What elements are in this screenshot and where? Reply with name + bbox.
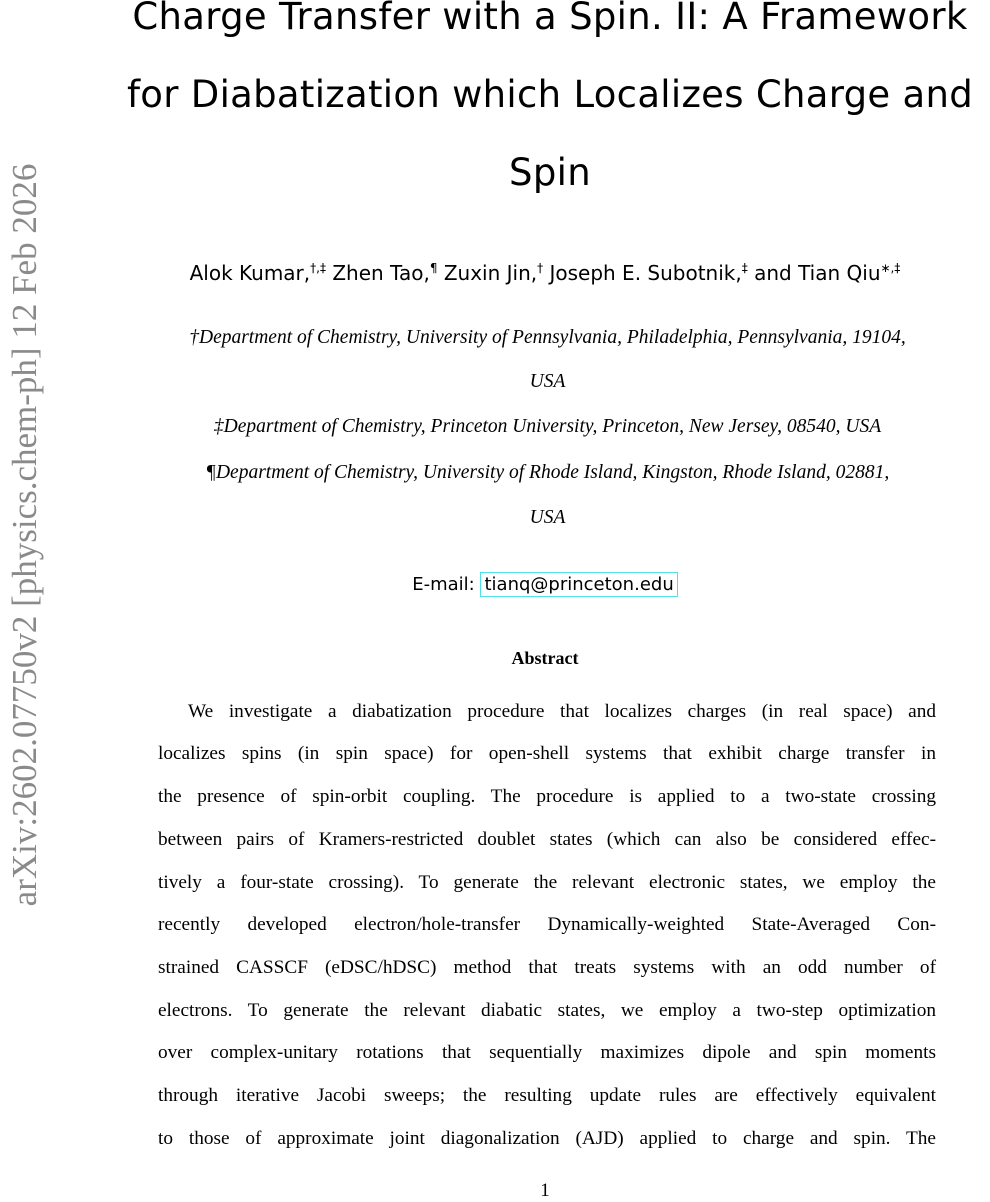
- author-affiliation-marks: ∗,‡: [880, 261, 901, 275]
- paper-title-line-3: Spin: [509, 151, 591, 194]
- paper-title-line-2: for Diabatization which Localizes Charge and: [126, 73, 974, 116]
- author-list: [100, 255, 990, 286]
- affiliation-line: ¶Department of Chemistry, University of Rhode Island, Kingston, Rhode Island, 02881,: [205, 462, 890, 483]
- author-name: Joseph E. Subotnik,: [549, 261, 742, 285]
- abstract-line: recently developed electron/hole-transfer Dynamically-weighted State-Averaged Con-: [158, 914, 936, 935]
- author-name: Zhen Tao,: [332, 261, 430, 285]
- abstract-line: tively a four-state crossing). To generate the relevant electronic states, we employ the: [158, 872, 936, 893]
- email-line: [100, 573, 990, 597]
- author-name: Alok Kumar,: [189, 261, 311, 285]
- email-link[interactable]: tianq@princeton.edu: [480, 572, 677, 597]
- abstract-line: We investigate a diabatization procedure that localizes charges (in real space) and: [188, 701, 936, 722]
- affiliation-line: †Department of Chemistry, University of Pennsylvania, Philadelphia, Pennsylvania, 19104,: [189, 327, 906, 348]
- affiliation-line: ‡Department of Chemistry, Princeton University, Princeton, New Jersey, 08540, USA: [213, 416, 882, 437]
- abstract-line: strained CASSCF (eDSC/hDSC) method that treats systems with an odd number of: [158, 957, 936, 978]
- page-number: 1: [540, 1180, 550, 1201]
- author-affiliation-marks: †,‡: [310, 261, 326, 275]
- author-affiliation-marks: ¶: [429, 261, 438, 275]
- abstract-line: between pairs of Kramers-restricted doublet states (which can also be considered effec-: [158, 829, 936, 850]
- abstract-heading: Abstract: [511, 648, 579, 668]
- abstract-line: to those of approximate joint diagonalization (AJD) applied to charge and spin. The: [158, 1128, 936, 1149]
- email-label: E-mail:: [412, 574, 475, 595]
- affiliation-line: USA: [529, 371, 566, 392]
- arxiv-sidebar-stamp: arXiv:2602.07750v2 [physics.chem-ph] 12 Feb 2026: [5, 163, 44, 907]
- abstract-line: localizes spins (in spin space) for open-shell systems that exhibit charge transfer in: [158, 743, 936, 764]
- abstract-line: electrons. To generate the relevant diabatic states, we employ a two-step optimization: [158, 1000, 936, 1021]
- author-affiliation-marks: ‡: [741, 261, 748, 275]
- abstract-line: through iterative Jacobi sweeps; the resulting update rules are effectively equivalent: [158, 1085, 936, 1106]
- affiliation-line: USA: [529, 507, 566, 528]
- abstract-line: over complex-unitary rotations that sequentially maximizes dipole and spin moments: [158, 1042, 936, 1063]
- abstract-line: the presence of spin-orbit coupling. The procedure is applied to a two-state crossing: [158, 786, 936, 807]
- author-name: Zuxin Jin,: [443, 261, 538, 285]
- paper-title-line-1: Charge Transfer with a Spin. II: A Framework: [132, 0, 968, 38]
- author-affiliation-marks: †: [537, 261, 544, 275]
- author-name: and Tian Qiu: [754, 261, 881, 285]
